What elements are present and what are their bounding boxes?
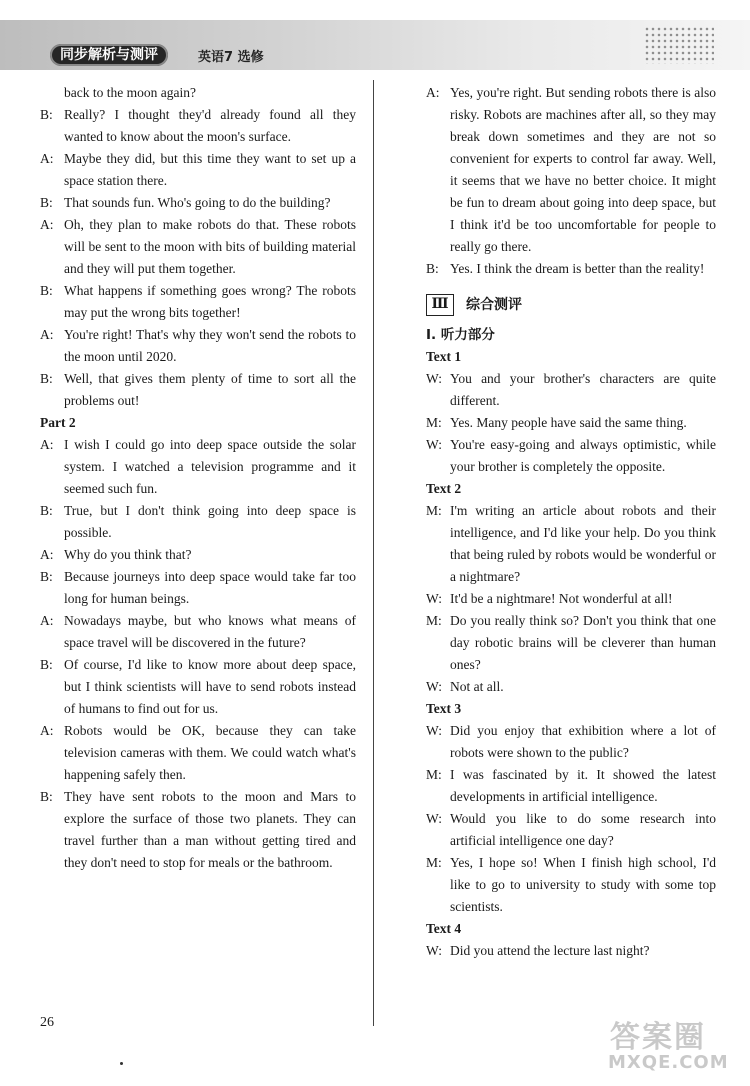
speaker-label: B: <box>40 789 53 804</box>
speaker-label: A: <box>40 547 54 562</box>
dialogue-line <box>426 940 716 962</box>
part-heading: Text 3 <box>426 701 462 716</box>
speaker-label: B: <box>40 195 53 210</box>
dialogue-line <box>40 104 356 148</box>
dialogue-line <box>40 610 356 654</box>
speaker-label: A: <box>40 151 54 166</box>
speaker-label: M: <box>426 415 442 430</box>
section-number-box: Ⅲ <box>426 294 454 316</box>
part-heading: Part 2 <box>40 415 76 430</box>
dialogue-line <box>40 280 356 324</box>
speaker-label: W: <box>426 811 442 826</box>
dialogue-line <box>426 676 716 698</box>
column-divider <box>373 80 374 1026</box>
dialogue-line <box>426 808 716 852</box>
dialogue-text: Not at all. <box>450 679 504 694</box>
dialogue-text: You're right! That's why they won't send the robots to the moon until 2020. <box>64 327 356 364</box>
dialogue-line <box>40 214 356 280</box>
header-dot-pattern <box>644 26 714 64</box>
print-speck <box>120 1062 123 1065</box>
speaker-label: A: <box>40 437 54 452</box>
speaker-label: B: <box>40 283 53 298</box>
speaker-label: B: <box>40 657 53 672</box>
dialogue-line <box>40 720 356 786</box>
dialogue-text: Maybe they did, but this time they want to set up a space station there. <box>64 151 356 188</box>
dialogue-line <box>40 786 356 874</box>
dialogue-line <box>40 566 356 610</box>
dialogue-text: Did you attend the lecture last night? <box>450 943 650 958</box>
dialogue-text: I wish I could go into deep space outside the solar system. I watched a television programme and it seemed such fun. <box>64 437 356 496</box>
dialogue-line <box>426 258 716 280</box>
watermark-url: MXQE.COM <box>608 1052 729 1073</box>
speaker-label: B: <box>40 371 53 386</box>
dialogue-line <box>40 82 356 104</box>
part-heading: Text 4 <box>426 921 462 936</box>
speaker-label: M: <box>426 503 442 518</box>
speaker-label: A: <box>40 613 54 628</box>
dialogue-line <box>426 610 716 676</box>
dialogue-line <box>40 148 356 192</box>
dialogue-line <box>40 434 356 500</box>
subject-label: 英语7 选修 <box>198 50 264 65</box>
section-heading <box>426 294 716 316</box>
dialogue-text: back to the moon again? <box>64 85 196 100</box>
speaker-label: A: <box>40 327 54 342</box>
dialogue-text: Would you like to do some research into artificial intelligence one day? <box>450 811 716 848</box>
dialogue-text: I'm writing an article about robots and their intelligence, and I'd like your help. Do you think that being ruled by robots would be wonderful or a nightmare? <box>450 503 716 584</box>
dialogue-line <box>40 544 356 566</box>
dialogue-text: What happens if something goes wrong? The robots may put the wrong bits together! <box>64 283 356 320</box>
page-number: 26 <box>40 1015 54 1030</box>
speaker-label: W: <box>426 943 442 958</box>
part-heading: Text 2 <box>426 481 462 496</box>
dialogue-text: Yes. I think the dream is better than the reality! <box>450 261 705 276</box>
dialogue-text: Well, that gives them plenty of time to sort all the problems out! <box>64 371 356 408</box>
dialogue-text: Why do you think that? <box>64 547 192 562</box>
speaker-label: W: <box>426 591 442 606</box>
dialogue-line <box>426 434 716 478</box>
dialogue-line <box>426 82 716 258</box>
dialogue-text: True, but I don't think going into deep space is possible. <box>64 503 356 540</box>
dialogue-text: Yes, I hope so! When I finish high school, I'd like to go to university to study with some top scientists. <box>450 855 716 914</box>
dialogue-text: Yes, you're right. But sending robots there is also risky. Robots are machines after all, so they may break down sometimes and they are not so convenient for experts to control far away. Well, it seems that we have no better choice. It might be fun to dream about going into deep space, but I think it'd be too uncomfortable for people to really go there. <box>450 85 716 254</box>
section-title: 综合测评 <box>466 297 522 313</box>
dialogue-line <box>426 852 716 918</box>
speaker-label: A: <box>40 217 54 232</box>
speaker-label: A: <box>40 723 54 738</box>
dialogue-line <box>426 412 716 434</box>
dialogue-text: Of course, I'd like to know more about deep space, but I think scientists will have to send robots instead of humans to find out for us. <box>64 657 356 716</box>
dialogue-line <box>426 368 716 412</box>
dialogue-line <box>426 588 716 610</box>
speaker-label: A: <box>426 85 440 100</box>
speaker-label: W: <box>426 679 442 694</box>
dialogue-text: Do you really think so? Don't you think that one day robotic brains will be cleverer than human ones? <box>450 613 716 672</box>
dialogue-text: Nowadays maybe, but who knows what means of space travel will be discovered in the future? <box>64 613 356 650</box>
dialogue-text: That sounds fun. Who's going to do the building? <box>64 195 331 210</box>
watermark-text: 答案圈 <box>610 1020 706 1055</box>
dialogue-line <box>40 500 356 544</box>
dialogue-text: I was fascinated by it. It showed the latest developments in artificial intelligence. <box>450 767 716 804</box>
page-header <box>0 20 750 70</box>
speaker-label: W: <box>426 371 442 386</box>
subsection-title: Ⅰ. 听力部分 <box>426 327 495 343</box>
dialogue-text: Did you enjoy that exhibition where a lot of robots were shown to the public? <box>450 723 716 760</box>
speaker-label: W: <box>426 723 442 738</box>
speaker-label: M: <box>426 613 442 628</box>
watermark-logo <box>604 1012 728 1078</box>
part-heading: Text 1 <box>426 349 462 364</box>
dialogue-text: Robots would be OK, because they can take television cameras with them. We could watch what's happening safely then. <box>64 723 356 782</box>
dialogue-text: Because journeys into deep space would take far too long for human beings. <box>64 569 356 606</box>
speaker-label: W: <box>426 437 442 452</box>
speaker-label: B: <box>40 503 53 518</box>
dialogue-text: Oh, they plan to make robots do that. These robots will be sent to the moon with bits of building material and they will put them together. <box>64 217 356 276</box>
dialogue-text: It'd be a nightmare! Not wonderful at all! <box>450 591 673 606</box>
speaker-label: B: <box>40 107 53 122</box>
dialogue-line <box>40 654 356 720</box>
dialogue-line <box>426 500 716 588</box>
dialogue-line <box>40 324 356 368</box>
book-title-badge: 同步解析与测评 <box>50 44 168 66</box>
speaker-label: M: <box>426 855 442 870</box>
dialogue-text: They have sent robots to the moon and Mars to explore the surface of those two planets. They can travel further than a man without getting tired and they don't need to stop for meals or the bathroom. <box>64 789 356 870</box>
speaker-label: B: <box>426 261 439 276</box>
speaker-label: B: <box>40 569 53 584</box>
speaker-label: M: <box>426 767 442 782</box>
dialogue-line <box>426 764 716 808</box>
dialogue-text: You're easy-going and always optimistic, while your brother is completely the opposite. <box>450 437 716 474</box>
right-column <box>426 82 716 962</box>
dialogue-text: Yes. Many people have said the same thing. <box>450 415 687 430</box>
left-column <box>40 82 356 874</box>
dialogue-line <box>40 368 356 412</box>
dialogue-text: You and your brother's characters are quite different. <box>450 371 716 408</box>
dialogue-line <box>40 192 356 214</box>
dialogue-line <box>426 720 716 764</box>
dialogue-text: Really? I thought they'd already found all they wanted to know about the moon's surface. <box>64 107 356 144</box>
